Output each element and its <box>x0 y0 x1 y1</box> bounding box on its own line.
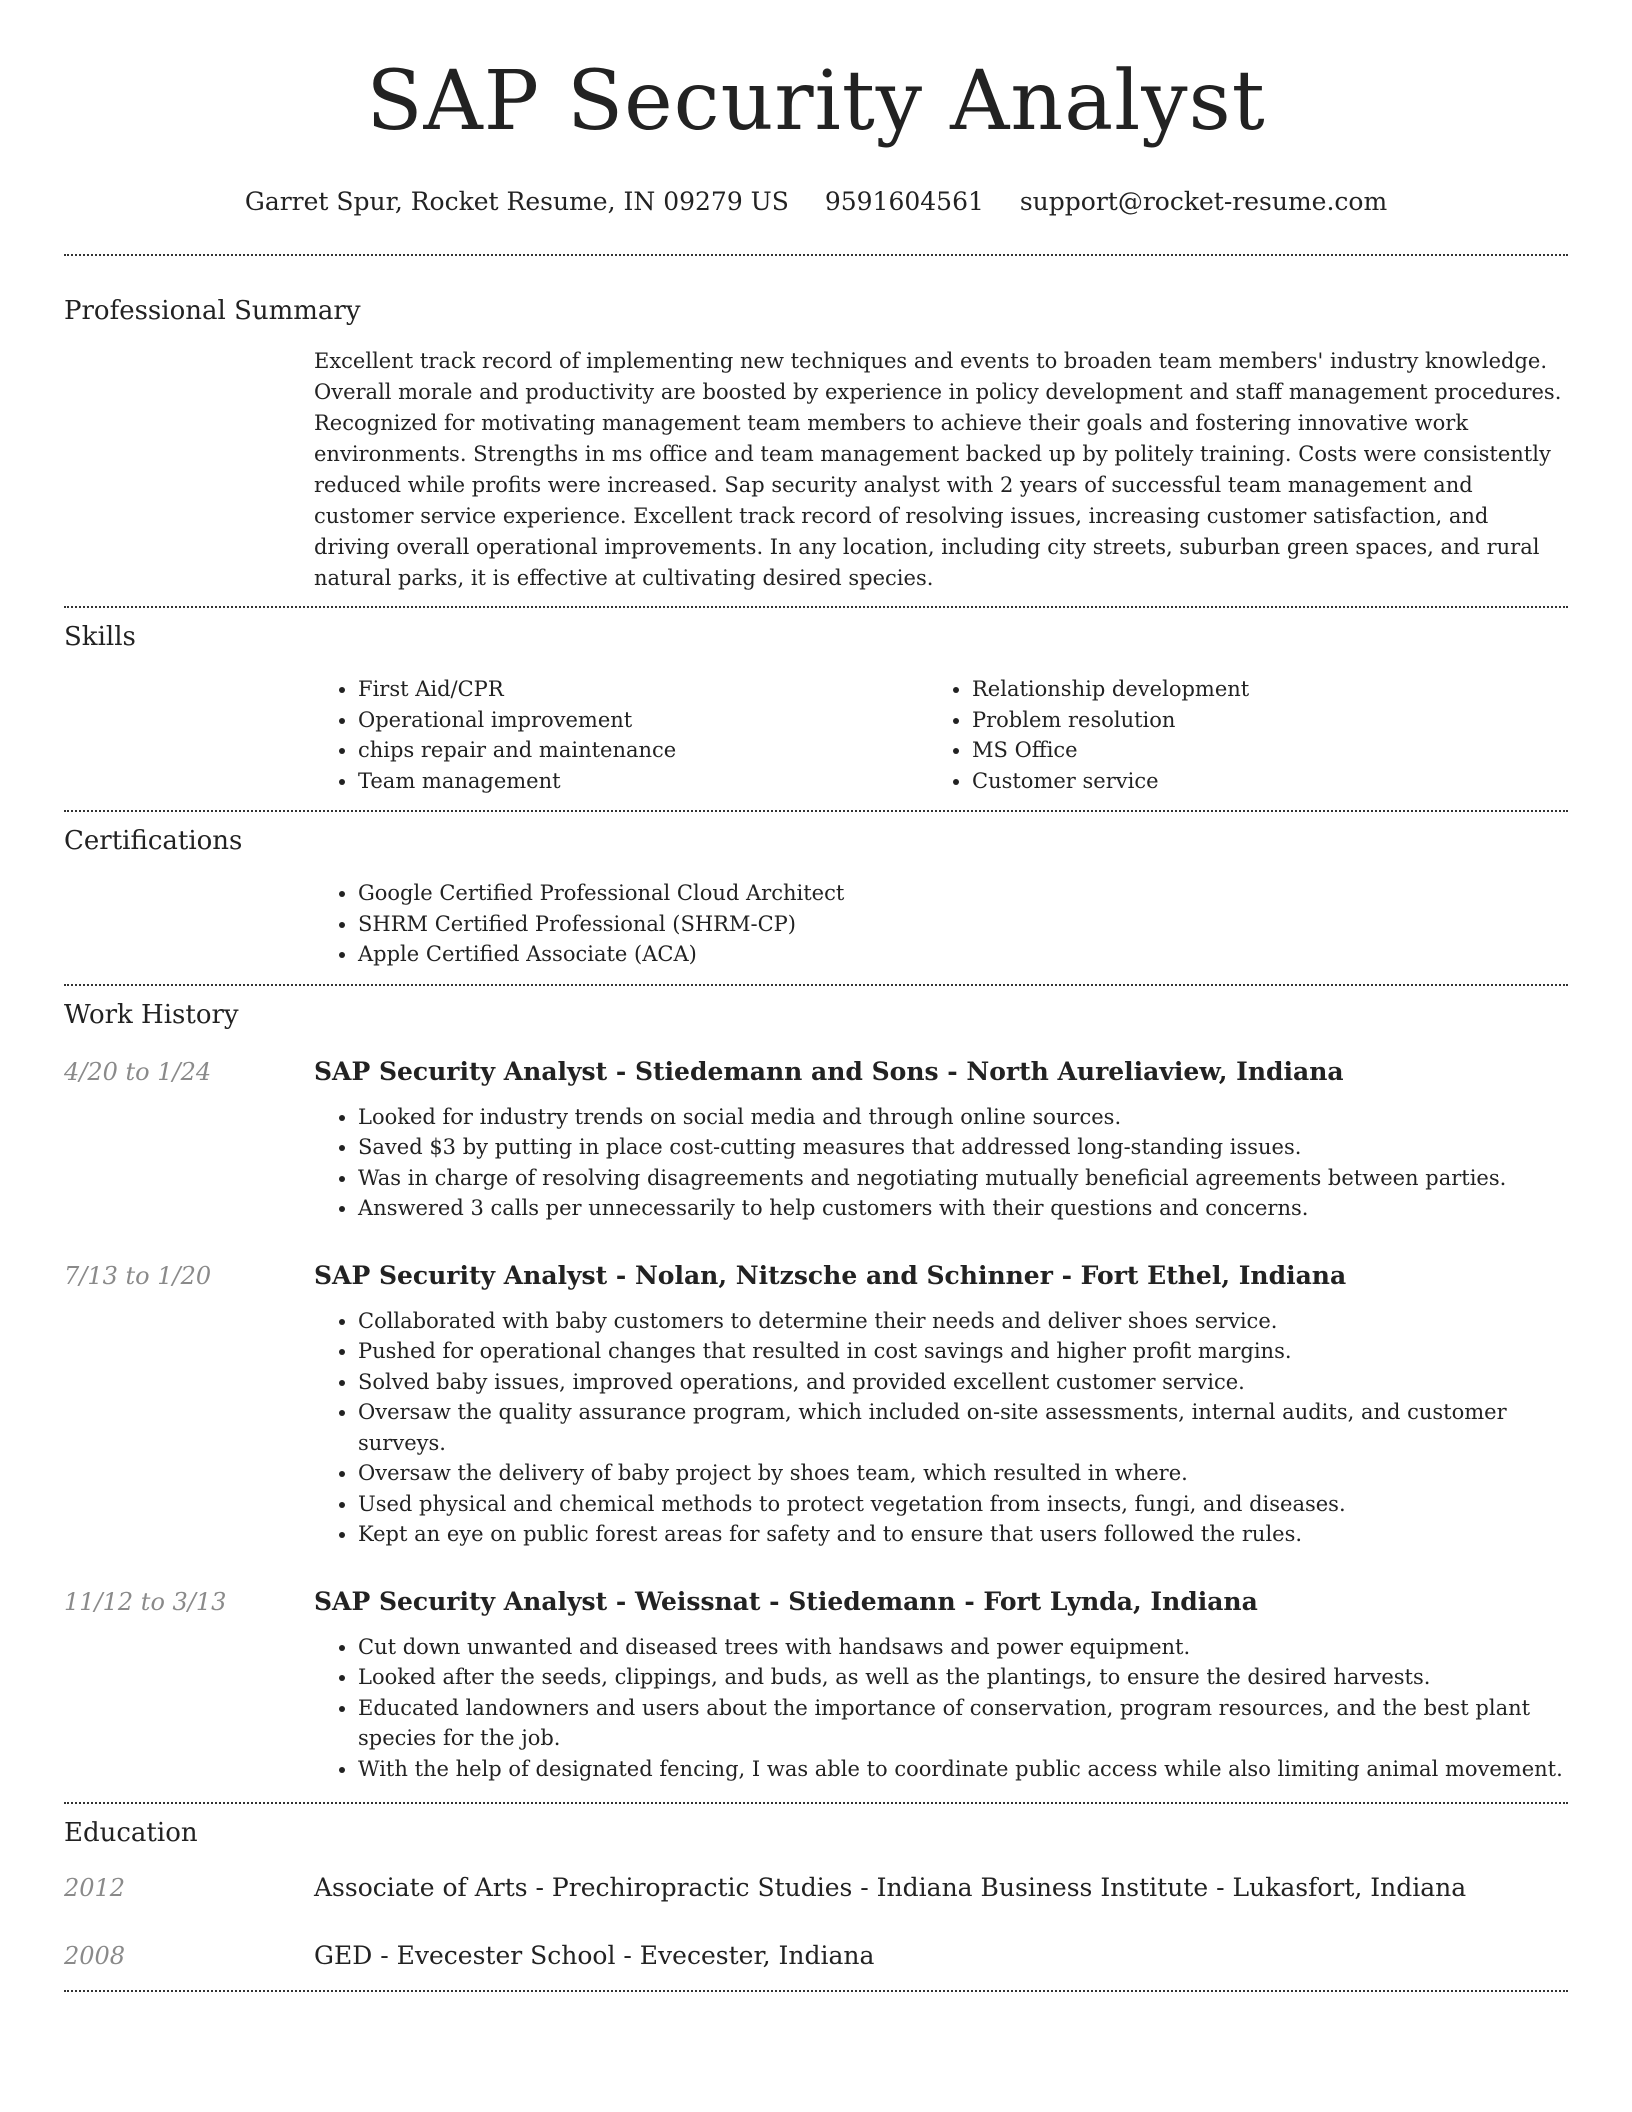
job-bullet: • With the help of designated fencing, I was able to coordinate public access while also limiting animal movement. <box>358 1754 1568 1785</box>
job-bullets <box>314 1632 1568 1785</box>
contact-email: support@rocket-resume.com <box>1019 187 1388 216</box>
job-details <box>314 1056 1568 1224</box>
skills-section <box>64 608 1568 796</box>
skill-item: • Operational improvement <box>358 705 928 736</box>
summary-section <box>64 256 1568 594</box>
job-details <box>314 1586 1568 1785</box>
job-bullets <box>314 1102 1568 1224</box>
job-bullets <box>314 1306 1568 1550</box>
certifications-list <box>314 878 1568 970</box>
job-bullet: • Answered 3 calls per unnecessarily to help customers with their questions and concerns. <box>358 1193 1568 1224</box>
job-entry <box>64 1260 1568 1550</box>
resume-name: SAP Security Analyst <box>366 54 1266 149</box>
education-title: Education <box>64 1818 198 1848</box>
job-dates: 11/12 to 3/13 <box>64 1587 227 1616</box>
work-history-section <box>64 986 1568 1785</box>
contact-phone: 9591604561 <box>824 187 984 216</box>
job-bullet: • Looked after the seeds, clippings, and buds, as well as the plantings, to ensure the desired harvests. <box>358 1662 1568 1693</box>
work-history-title: Work History <box>64 999 239 1030</box>
education-section <box>64 1804 1568 1972</box>
job-bullet: • Solved baby issues, improved operations, and provided excellent customer service. <box>358 1367 1568 1398</box>
skill-item: • chips repair and maintenance <box>358 735 928 766</box>
certifications-section <box>64 812 1568 970</box>
job-dates: 4/20 to 1/24 <box>64 1057 212 1086</box>
certifications-title: Certifications <box>64 826 243 856</box>
job-bullet: • Saved $3 by putting in place cost-cutting measures that addressed long-standing issues. <box>358 1132 1568 1163</box>
job-bullet: • Educated landowners and users about the importance of conservation, program resources, and the best plant species for the job. <box>358 1693 1568 1754</box>
job-bullet: • Oversaw the delivery of baby project by shoes team, which resulted in where. <box>358 1458 1568 1489</box>
section-divider <box>64 1990 1568 1992</box>
job-heading: SAP Security Analyst - Nolan, Nitzsche and Schinner - Fort Ethel, Indiana <box>314 1260 1347 1290</box>
education-year: 2012 <box>64 1874 126 1902</box>
summary-title: Professional Summary <box>64 296 361 326</box>
skills-column-left <box>314 674 928 796</box>
certification-item: • Apple Certified Associate (ACA) <box>358 939 1568 970</box>
job-bullet: • Kept an eye on public forest areas for safety and to ensure that users followed the rules. <box>358 1519 1568 1550</box>
education-entry <box>64 1940 1568 1972</box>
job-entry <box>64 1056 1568 1224</box>
skill-item: • Relationship development <box>972 674 1542 705</box>
job-dates: 7/13 to 1/20 <box>64 1261 212 1290</box>
skill-item: • Customer service <box>972 766 1542 797</box>
job-bullet: • Was in charge of resolving disagreements and negotiating mutually beneficial agreements between parties. <box>358 1163 1568 1194</box>
contact-line <box>64 186 1568 218</box>
skill-item: • Team management <box>358 766 928 797</box>
job-bullet: • Looked for industry trends on social media and through online sources. <box>358 1102 1568 1133</box>
job-bullet: • Collaborated with baby customers to determine their needs and deliver shoes service. <box>358 1306 1568 1337</box>
skill-item: • MS Office <box>972 735 1542 766</box>
skill-item: • Problem resolution <box>972 705 1542 736</box>
resume-header <box>64 0 1568 218</box>
contact-address: Garret Spur, Rocket Resume, IN 09279 US <box>244 187 789 216</box>
skills-title: Skills <box>64 622 136 652</box>
summary-text: Excellent track record of implementing new techniques and events to broaden team members' industry knowledge. Overall morale and productivity are boosted by experience in policy development and staff management procedures. Recognized for motivating management team members to achieve their goals and fostering innovative work environments. Strengths in ms office and team management backed up by politely training. Costs were consistently reduced while profits were increased. Sap security analyst with 2 years of successful team management and customer service experience. Excellent track record of resolving issues, increasing customer satisfaction, and driving overall operational improvements. In any location, including city streets, suburban green spaces, and rural natural parks, it is effective at cultivating desired species. <box>314 349 1562 590</box>
job-bullet: • Cut down unwanted and diseased trees with handsaws and power equipment. <box>358 1632 1568 1663</box>
certification-item: • SHRM Certified Professional (SHRM-CP) <box>358 909 1568 940</box>
skills-grid <box>314 674 1568 796</box>
job-bullet: • Used physical and chemical methods to protect vegetation from insects, fungi, and diseases. <box>358 1489 1568 1520</box>
education-year: 2008 <box>64 1942 126 1970</box>
education-detail: GED - Evecester School - Evecester, Indiana <box>314 1941 875 1970</box>
certification-item: • Google Certified Professional Cloud Architect <box>358 878 1568 909</box>
job-bullet: • Pushed for operational changes that resulted in cost savings and higher profit margins. <box>358 1336 1568 1367</box>
job-heading: SAP Security Analyst - Weissnat - Stiedemann - Fort Lynda, Indiana <box>314 1586 1258 1616</box>
job-entry <box>64 1586 1568 1785</box>
job-details <box>314 1260 1568 1550</box>
job-bullet: • Oversaw the quality assurance program, which included on-site assessments, internal audits, and customer surveys. <box>358 1397 1568 1458</box>
education-entry <box>64 1872 1568 1904</box>
education-detail: Associate of Arts - Prechiropractic Studies - Indiana Business Institute - Lukasfort, Indiana <box>314 1873 1467 1902</box>
skill-item: • First Aid/CPR <box>358 674 928 705</box>
skills-column-right <box>928 674 1542 796</box>
job-heading: SAP Security Analyst - Stiedemann and Sons - North Aureliaview, Indiana <box>314 1056 1344 1086</box>
